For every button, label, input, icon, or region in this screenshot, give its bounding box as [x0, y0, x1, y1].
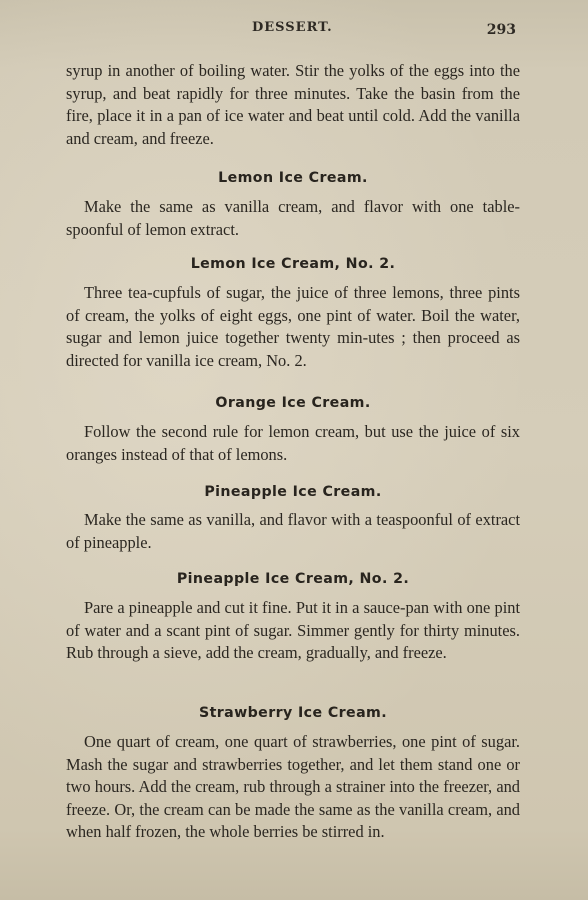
recipe-text-pineapple: Make the same as vanilla, and flavor with a teaspoonful of extract of pineapple.: [66, 510, 520, 552]
page-number: 293: [486, 22, 516, 38]
recipe-title-pineapple: Pineapple Ice Cream.: [204, 484, 382, 500]
intro-paragraph: syrup in another of boiling water. Stir the yolks of the eggs into the syrup, and beat rapidly for three minutes. Take the basin from the fire, place it in a pan of ice water and beat until cold. Add the vanilla and cream, and freeze.: [66, 61, 520, 148]
recipe-title-orange: Orange Ice Cream.: [215, 395, 371, 411]
recipe-text-lemon: Make the same as vanilla cream, and flavor with one table-spoonful of lemon extract.: [66, 197, 520, 239]
recipe-text-pineapple-no2: Pare a pineapple and cut it fine. Put it in a sauce-pan with one pint of water and a scant pint of sugar. Simmer gently for thirty minutes. Rub through a sieve, add the cream, gradually, and freeze.: [66, 598, 520, 662]
recipe-text-strawberry: One quart of cream, one quart of strawberries, one pint of sugar. Mash the sugar and strawberries together, and let them stand one or two hours. Add the cream, rub through a strainer into the freezer, and freeze. Or, the cream can be made the same as the vanilla cream, and when half frozen, the whole berries be stirred in.: [66, 732, 520, 841]
recipe-text-lemon-no2: Three tea-cupfuls of sugar, the juice of three lemons, three pints of cream, the yolks of eight eggs, one pint of water. Boil the water, sugar and lemon juice together twenty min-utes ; then proceed as directed for vanilla ice cream, No. 2.: [66, 283, 520, 370]
recipe-title-lemon-no2: Lemon Ice Cream, No. 2.: [190, 256, 396, 272]
running-head: DESSERT.: [252, 20, 333, 35]
recipe-title-pineapple-no2: Pineapple Ice Cream, No. 2.: [176, 571, 410, 587]
recipe-title-strawberry: Strawberry Ice Cream.: [198, 705, 388, 721]
recipe-text-orange: Follow the second rule for lemon cream, but use the juice of six oranges instead of that of lemons.: [66, 422, 520, 464]
recipe-title-lemon: Lemon Ice Cream.: [218, 170, 368, 186]
